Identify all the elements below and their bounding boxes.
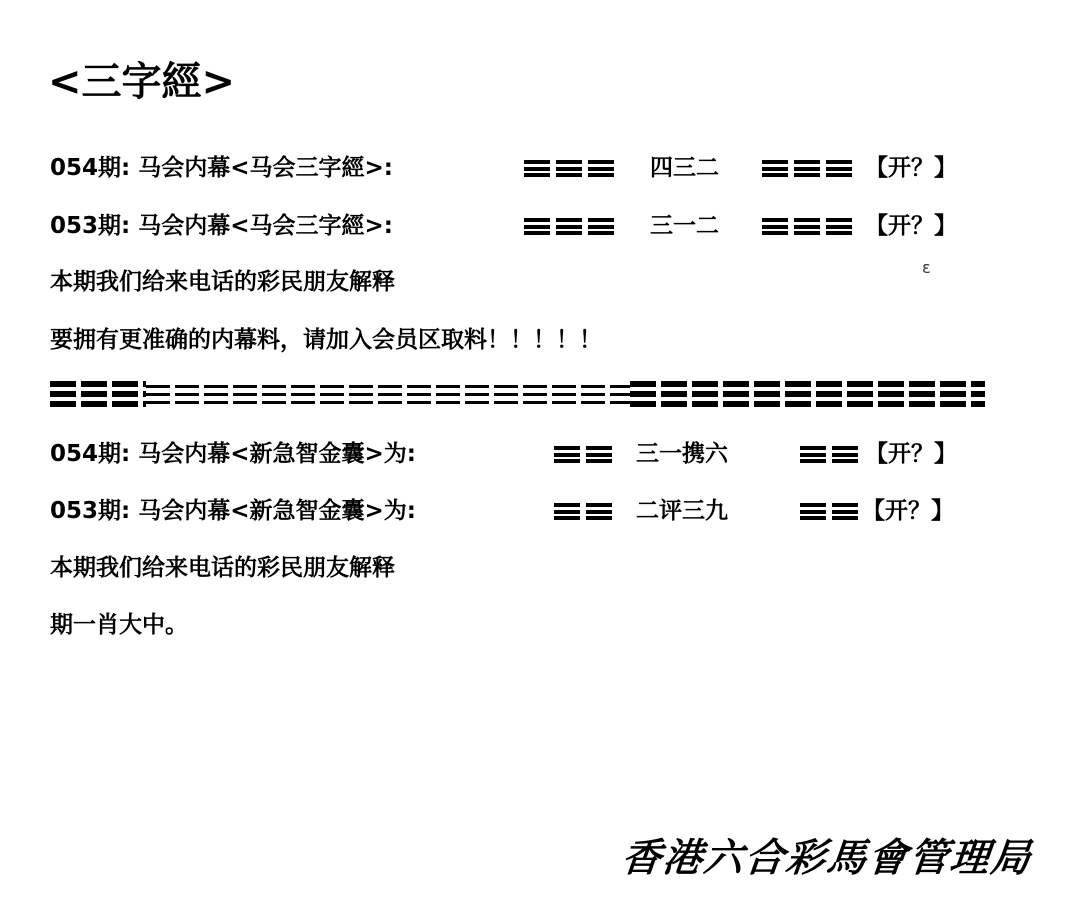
trigram-bar xyxy=(800,503,826,520)
divider-light-middle xyxy=(146,381,630,407)
trigram-bar xyxy=(588,160,614,177)
trigram-bar xyxy=(556,160,582,177)
row-prefix: 054期: 马会内幕<新急智金囊>为: xyxy=(50,441,416,467)
trigram-bars-left xyxy=(524,160,614,177)
trigram-bar xyxy=(794,160,820,177)
page-title: <三字經> xyxy=(48,59,236,105)
row-result: 【开？】 xyxy=(865,155,957,181)
explanation-note: 本期我们给来电话的彩民朋友解释 xyxy=(50,269,395,295)
trigram-bar xyxy=(832,446,858,463)
trigram-bar xyxy=(554,446,580,463)
trigram-bar xyxy=(588,218,614,235)
trigram-bars-left xyxy=(554,446,612,463)
trigram-bar xyxy=(762,160,788,177)
trigram-bars-right xyxy=(762,160,852,177)
trigram-bar xyxy=(586,503,612,520)
row-prefix: 053期: 马会内幕<马会三字經>: xyxy=(50,213,393,239)
zodiac-note: 期一肖大中。 xyxy=(50,612,188,638)
trigram-bars-right xyxy=(800,446,858,463)
result-row-054 xyxy=(50,152,990,184)
trigram-bar xyxy=(832,503,858,520)
row-prefix: 054期: 马会内幕<马会三字經>: xyxy=(50,155,393,181)
trigram-bar xyxy=(556,218,582,235)
row-answer: 四三二 xyxy=(650,155,719,181)
trigram-bar xyxy=(800,446,826,463)
result-row-054-b xyxy=(50,438,990,470)
section-divider xyxy=(50,381,985,407)
member-promo: 要拥有更准确的内幕料，请加入会员区取料！！！！！ xyxy=(50,327,602,353)
row-result: 【开？】 xyxy=(862,498,954,524)
scan-speck: ε xyxy=(922,258,931,277)
row-result: 【开？】 xyxy=(865,213,957,239)
trigram-bars-left xyxy=(524,218,614,235)
trigram-bar xyxy=(826,218,852,235)
row-answer: 二评三九 xyxy=(636,498,728,524)
result-row-053 xyxy=(50,210,990,242)
row-answer: 三一携六 xyxy=(636,441,728,467)
trigram-bars-left xyxy=(554,503,612,520)
row-answer: 三一二 xyxy=(650,213,719,239)
authority-signature: 香港六合彩馬會管理局 xyxy=(619,835,1035,881)
trigram-bars-right xyxy=(800,503,858,520)
row-result: 【开？】 xyxy=(865,441,957,467)
trigram-bar xyxy=(794,218,820,235)
row-prefix: 053期: 马会内幕<新急智金囊>为: xyxy=(50,498,416,524)
explanation-note: 本期我们给来电话的彩民朋友解释 xyxy=(50,555,395,581)
trigram-bar xyxy=(826,160,852,177)
trigram-bar xyxy=(762,218,788,235)
trigram-bar xyxy=(554,503,580,520)
trigram-bar xyxy=(524,160,550,177)
divider-heavy-left xyxy=(50,381,146,407)
trigram-bars-right xyxy=(762,218,852,235)
trigram-bar xyxy=(586,446,612,463)
divider-heavy-right xyxy=(630,381,985,407)
trigram-bar xyxy=(524,218,550,235)
result-row-053-b xyxy=(50,495,990,527)
